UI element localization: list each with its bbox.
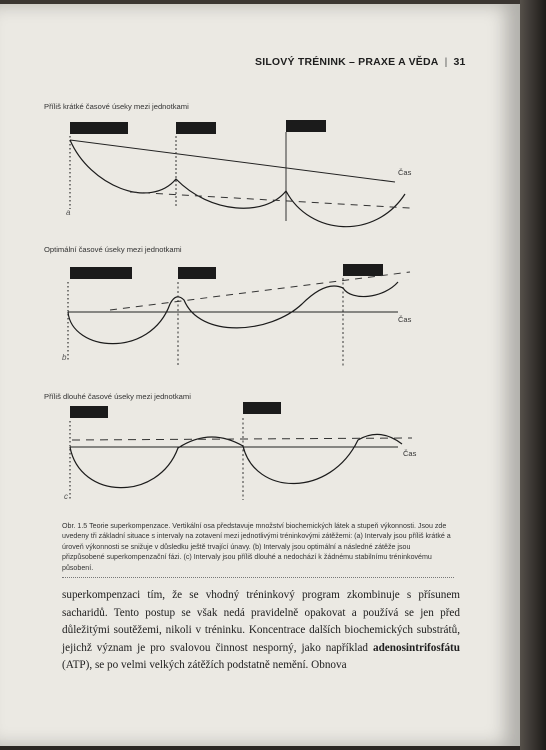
- dotted-separator: [62, 577, 454, 578]
- time-axis-label: Čas: [398, 315, 412, 324]
- header-title: SILOVÝ TRÉNINK – PRAXE A VĚDA: [255, 56, 439, 68]
- load-block: [176, 122, 216, 134]
- load-block: [178, 267, 216, 279]
- load-block: [70, 406, 108, 418]
- panel-a-letter: a: [66, 208, 71, 217]
- body-text: [62, 587, 460, 675]
- panel-b-letter: b: [62, 353, 67, 362]
- panel-a-title: Příliš krátké časové úseky mezi jednotkami: [44, 102, 189, 111]
- load-block: [343, 264, 383, 276]
- load-block: [243, 402, 281, 414]
- page-number: 31: [453, 56, 466, 68]
- header-separator: |: [444, 56, 448, 68]
- performance-curve: [70, 140, 405, 227]
- body-text-bold: adenosintrifosfátu: [372, 641, 460, 654]
- performance-curve: [70, 434, 402, 487]
- time-axis-label: Čas: [398, 168, 412, 177]
- load-block: [70, 267, 132, 279]
- panel-b-title: Optimální časové úseky mezi jednotkami: [44, 245, 182, 254]
- panel-c-title: Příliš dlouhé časové úseky mezi jednotkami: [44, 392, 191, 401]
- time-axis: [70, 140, 395, 182]
- load-block: [286, 120, 326, 132]
- panel-c-diagram: [70, 402, 417, 500]
- time-axis-label: Čas: [403, 449, 417, 458]
- panel-b-diagram: [68, 264, 412, 366]
- trend-line: [130, 192, 410, 208]
- performance-curve: [68, 282, 398, 344]
- panel-c-letter: c: [64, 492, 68, 501]
- load-block: [70, 122, 128, 134]
- body-text-part2: (ATP), se po velmi velkých zátěžích podstatně nemění. Obnova: [62, 659, 347, 672]
- book-page: [0, 4, 520, 746]
- body-text-part1: superkompenzaci tím, že se vhodný tréninkový program zkombinuje s přísunem sacharidů. Tento postup se však nedá pravidelně opakovat a používá se jen před důležitými soutěžemi, nikoli v tréninku. Koncentrace dalších biochemických substrátů, jejichž význam je pro svalovou činnost nesporný, jako například: [62, 589, 460, 654]
- figure-caption: Obr. 1.5 Teorie superkompenzace. Vertikální osa představuje množství biochemických látek a stupeň výkonnosti. Jsou zde uvedeny tři základní situace s intervaly na zotavení mezi jednotlivými tréninkovými zátěžemi: (a) Intervaly jsou příliš krátké a úroveň výkonnosti se snižuje v důsledku ještě trvající únavy. (b) Intervaly jsou optimální a následné zátěže jsou přizpůsobené superkompenzační fázi. (c) Intervaly jsou příliš dlouhé a nedochází k žádnému stabilnímu tréninkovému působení.: [62, 522, 451, 572]
- panel-a-diagram: [70, 120, 412, 227]
- trend-line: [110, 272, 410, 310]
- page-edge-shadow: [520, 0, 546, 750]
